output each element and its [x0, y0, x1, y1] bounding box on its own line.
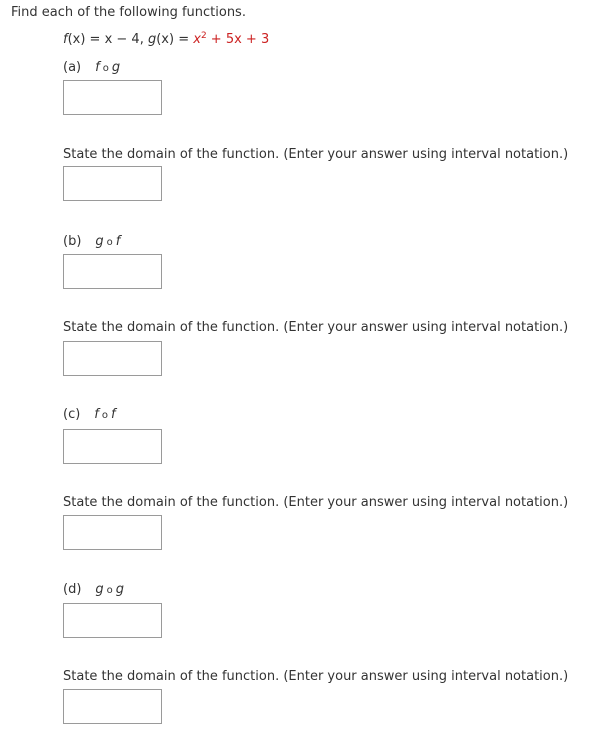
- domain-prompt-c: State the domain of the function. (Enter your answer using interval notation.): [63, 495, 569, 510]
- compose-symbol: o: [101, 410, 109, 421]
- inner-function: g: [111, 60, 122, 75]
- outer-function: g: [95, 234, 105, 249]
- f-definition: (x) = x − 4,: [67, 32, 148, 47]
- inner-function: f: [111, 407, 117, 422]
- part-b-label: [63, 234, 121, 249]
- domain-input-a[interactable]: [63, 166, 162, 201]
- answer-input-b[interactable]: [63, 254, 162, 289]
- part-letter: (d): [63, 582, 82, 597]
- outer-function: f: [94, 407, 100, 422]
- composition-a: [95, 60, 121, 75]
- domain-input-c[interactable]: [63, 515, 162, 550]
- answer-input-d[interactable]: [63, 603, 162, 638]
- domain-prompt-b: State the domain of the function. (Enter your answer using interval notation.): [63, 320, 569, 335]
- outer-function: g: [95, 582, 105, 597]
- domain-input-b[interactable]: [63, 341, 162, 376]
- part-a-label: [63, 60, 121, 75]
- composition-c: [94, 407, 116, 422]
- g-def-prefix: (x) =: [156, 32, 194, 47]
- inner-function: f: [115, 234, 122, 249]
- composition-d: [95, 582, 125, 597]
- compose-symbol: o: [106, 585, 114, 596]
- composition-b: [95, 234, 121, 249]
- part-letter: (b): [63, 234, 82, 249]
- part-d-label: [63, 582, 125, 597]
- f-name: f: [63, 32, 68, 47]
- compose-symbol: o: [106, 237, 114, 248]
- domain-prompt-a: State the domain of the function. (Enter your answer using interval notation.): [63, 147, 569, 162]
- compose-symbol: o: [102, 63, 110, 74]
- part-c-label: [63, 407, 117, 422]
- answer-input-c[interactable]: [63, 429, 162, 464]
- inner-function: g: [115, 582, 126, 597]
- part-letter: (c): [63, 407, 81, 422]
- g-exponent: 2: [200, 31, 207, 41]
- domain-input-d[interactable]: [63, 689, 162, 724]
- instructions-text: Find each of the following functions.: [11, 5, 246, 20]
- answer-input-a[interactable]: [63, 80, 162, 115]
- g-def-rest: + 5x + 3: [206, 32, 270, 47]
- domain-prompt-d: State the domain of the function. (Enter your answer using interval notation.): [63, 669, 569, 684]
- g-x: x: [193, 32, 201, 47]
- g-name: g: [147, 32, 157, 47]
- part-letter: (a): [63, 60, 82, 75]
- function-definitions: [63, 32, 269, 47]
- outer-function: f: [95, 60, 101, 75]
